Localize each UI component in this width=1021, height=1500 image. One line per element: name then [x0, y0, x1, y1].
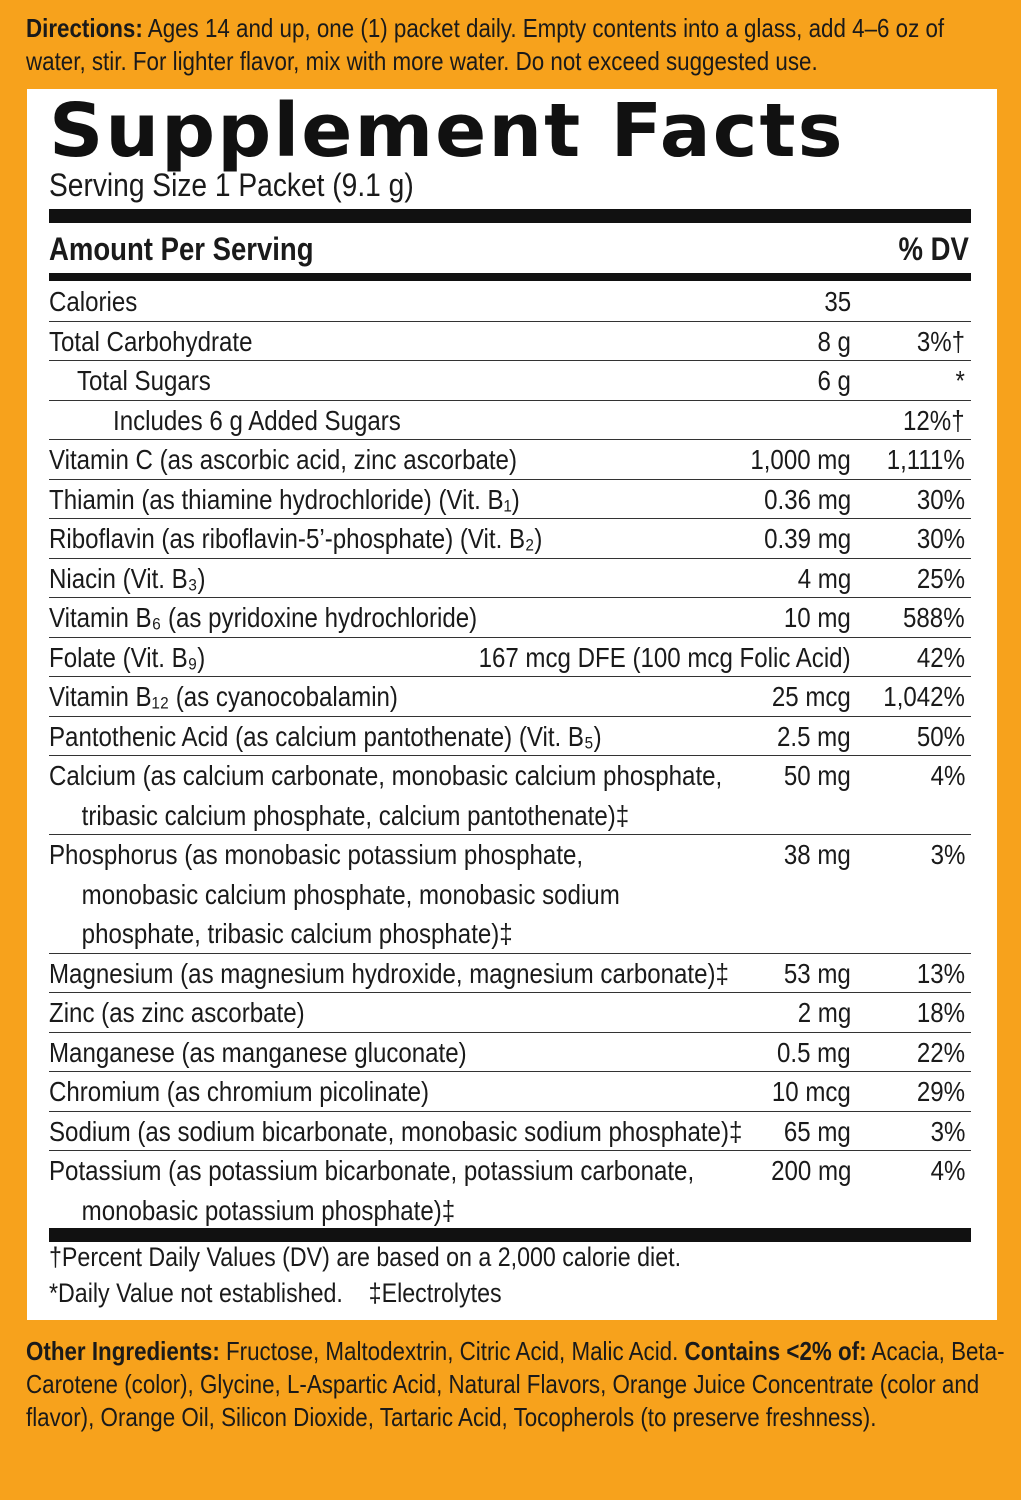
nutrient-name-line: Vitamin C (as ascorbic acid, zinc ascorbate) — [49, 444, 517, 475]
nutrient-amount: 8 g — [817, 325, 851, 357]
nutrient-table — [49, 282, 971, 1230]
footnotes — [49, 1239, 681, 1311]
nutrient-dv: 1,111% — [886, 444, 965, 475]
nutrient-dv: 22% — [916, 1036, 965, 1068]
nutrient-dv: 4% — [930, 1155, 965, 1186]
table-row — [49, 638, 971, 678]
table-row — [49, 993, 971, 1033]
nutrient-amount: 0.39 mg — [763, 523, 851, 554]
nutrient-name — [49, 638, 205, 678]
contains-label: Contains <2% of: — [684, 1336, 867, 1366]
nutrient-name-line: Magnesium (as magnesium hydroxide, magnesium carbonate)‡ — [49, 957, 729, 989]
nutrient-dv: 3% — [930, 839, 965, 870]
nutrient-name-line: monobasic potassium phosphate)‡ — [81, 1194, 456, 1226]
nutrient-amount: 38 mg — [784, 839, 851, 870]
nutrient-dv: 18% — [916, 997, 965, 1028]
amount-per-serving-label: Amount Per Serving — [49, 231, 314, 267]
nutrient-amount: 167 mcg DFE (100 mcg Folic Acid) — [478, 641, 851, 673]
amount-header — [49, 229, 971, 269]
serving-size: Serving Size 1 Packet (9.1 g) — [49, 167, 414, 203]
table-row — [49, 756, 971, 835]
nutrient-amount: 65 mg — [784, 1115, 851, 1147]
nutrient-dv: 3%† — [916, 325, 965, 357]
nutrient-name-line: Thiamin (as thiamine hydrochloride) (Vit. B₁) — [49, 483, 520, 515]
nutrient-name-line: tribasic calcium phosphate, calcium pantothenate)‡ — [81, 799, 630, 831]
table-row — [49, 322, 971, 362]
table-row — [49, 1112, 971, 1152]
table-row — [49, 361, 971, 401]
nutrient-name — [49, 480, 520, 520]
nutrient-name-line: Sodium (as sodium bicarbonate, monobasic sodium phosphate)‡ — [49, 1115, 743, 1147]
nutrient-name — [113, 401, 401, 441]
nutrient-dv: 1,042% — [883, 681, 965, 712]
table-row — [49, 1072, 971, 1112]
table-row — [49, 677, 971, 717]
nutrient-name — [49, 1112, 742, 1152]
nutrient-name — [49, 1151, 694, 1230]
nutrient-dv: 50% — [916, 720, 965, 752]
nutrient-amount: 2 mg — [797, 997, 851, 1028]
table-row — [49, 559, 971, 599]
nutrient-amount: 25 mcg — [772, 681, 851, 712]
nutrient-name-line: Pantothenic Acid (as calcium pantothenate) (Vit. B₅) — [49, 720, 602, 752]
nutrient-name-line: Phosphorus (as monobasic potassium phosphate, — [49, 839, 584, 870]
nutrient-dv: 4% — [930, 760, 965, 791]
nutrient-amount: 1,000 mg — [750, 444, 851, 475]
table-row — [49, 480, 971, 520]
thick-divider-top — [49, 209, 971, 223]
nutrient-name — [49, 1072, 429, 1112]
nutrient-name-line: Riboflavin (as riboflavin-5’-phosphate) (Vit. B₂) — [49, 523, 543, 554]
nutrient-amount: 2.5 mg — [777, 720, 851, 752]
nutrient-name — [49, 993, 305, 1033]
nutrient-amount: 10 mg — [784, 602, 851, 633]
nutrient-name — [49, 677, 398, 717]
nutrient-dv: 29% — [916, 1076, 965, 1107]
table-row — [49, 954, 971, 994]
nutrient-name-line: Chromium (as chromium picolinate) — [49, 1076, 430, 1107]
table-row — [49, 1151, 971, 1230]
directions-label: Directions: — [26, 13, 143, 43]
table-row — [49, 598, 971, 638]
nutrient-name — [49, 559, 206, 599]
footnote-electrolytes: *Daily Value not established. ‡Electrolytes — [49, 1278, 502, 1308]
nutrient-amount: 53 mg — [784, 957, 851, 989]
nutrient-name-line: Vitamin B₁₂ (as cyanocobalamin) — [49, 681, 398, 712]
nutrient-dv: * — [955, 365, 965, 396]
table-row — [49, 282, 971, 322]
other-ingredients-label: Other Ingredients: — [26, 1336, 220, 1366]
other-ingredients — [26, 1335, 1006, 1434]
table-row — [49, 835, 971, 954]
nutrient-name-line: Potassium (as potassium bicarbonate, potassium carbonate, — [49, 1155, 695, 1186]
nutrient-name — [49, 835, 620, 954]
footnote-dv: †Percent Daily Values (DV) are based on a 2,000 calorie diet. — [49, 1242, 682, 1272]
nutrient-dv: 3% — [930, 1115, 965, 1147]
nutrient-name-line: Total Carbohydrate — [49, 325, 253, 357]
directions-body: Ages 14 and up, one (1) packet daily. Empty contents into a glass, add 4–6 oz of water, stir. For lighter flavor, mix with more water. Do not exceed suggested use. — [26, 13, 945, 76]
other-ingredients-text: Fructose, Maltodextrin, Citric Acid, Malic Acid. — [219, 1336, 685, 1366]
nutrient-dv: 42% — [916, 641, 965, 673]
nutrient-name — [49, 717, 602, 757]
nutrient-amount: 50 mg — [784, 760, 851, 791]
nutrient-name — [49, 322, 252, 362]
nutrient-name — [49, 598, 477, 638]
nutrient-name — [49, 519, 542, 559]
supplement-facts-panel — [27, 89, 997, 1320]
nutrient-name-line: phosphate, tribasic calcium phosphate)‡ — [81, 918, 513, 949]
nutrient-name-line: Manganese (as manganese gluconate) — [49, 1036, 467, 1068]
table-row — [49, 440, 971, 480]
nutrient-dv: 25% — [916, 562, 965, 594]
nutrient-name-line: Niacin (Vit. B₃) — [49, 562, 206, 594]
nutrient-name-line: Folate (Vit. B₉) — [49, 641, 206, 673]
nutrient-amount: 6 g — [817, 365, 851, 396]
nutrient-name-line: Zinc (as zinc ascorbate) — [49, 997, 305, 1028]
nutrient-name-line: monobasic calcium phosphate, monobasic sodium — [81, 878, 620, 910]
divider-header — [49, 273, 971, 281]
nutrient-dv: 12%† — [903, 404, 965, 436]
nutrient-name-line: Calories — [49, 286, 138, 317]
nutrient-name-line: Calcium (as calcium carbonate, monobasic calcium phosphate, — [49, 760, 723, 791]
nutrient-amount: 0.36 mg — [763, 483, 851, 515]
nutrient-name — [49, 440, 517, 480]
nutrient-dv: 13% — [916, 957, 965, 989]
nutrient-name — [49, 282, 137, 322]
dv-header-label: % DV — [898, 231, 969, 267]
table-row — [49, 717, 971, 757]
nutrient-amount: 10 mcg — [772, 1076, 851, 1107]
table-row — [49, 519, 971, 559]
nutrient-amount: 4 mg — [797, 562, 851, 594]
directions-text — [26, 12, 998, 78]
nutrient-amount: 200 mg — [770, 1155, 851, 1186]
nutrient-name — [49, 1033, 467, 1073]
nutrient-dv: 588% — [903, 602, 965, 633]
nutrient-name-line: Total Sugars — [77, 365, 211, 396]
nutrient-amount: 35 — [824, 286, 851, 317]
nutrient-amount: 0.5 mg — [777, 1036, 851, 1068]
nutrient-dv: 30% — [916, 483, 965, 515]
nutrient-dv: 30% — [916, 523, 965, 554]
table-row — [49, 401, 971, 441]
nutrient-name — [49, 756, 722, 835]
facts-title: Supplement Facts — [49, 88, 845, 174]
nutrient-name-line: Vitamin B₆ (as pyridoxine hydrochloride) — [49, 602, 478, 633]
contains-text: Acacia, Beta-Carotene (color), Glycine, L-Aspartic Acid, Natural Flavors, Orange Juice Concentrate (color and flavor), Orange Oil, Silicon Dioxide, Tartaric Acid, Tocopherols (to preserve freshness). — [26, 1336, 1005, 1432]
nutrient-name — [77, 361, 211, 401]
nutrient-name — [49, 954, 729, 994]
table-row — [49, 1033, 971, 1073]
nutrient-name-line: Includes 6 g Added Sugars — [113, 404, 401, 436]
